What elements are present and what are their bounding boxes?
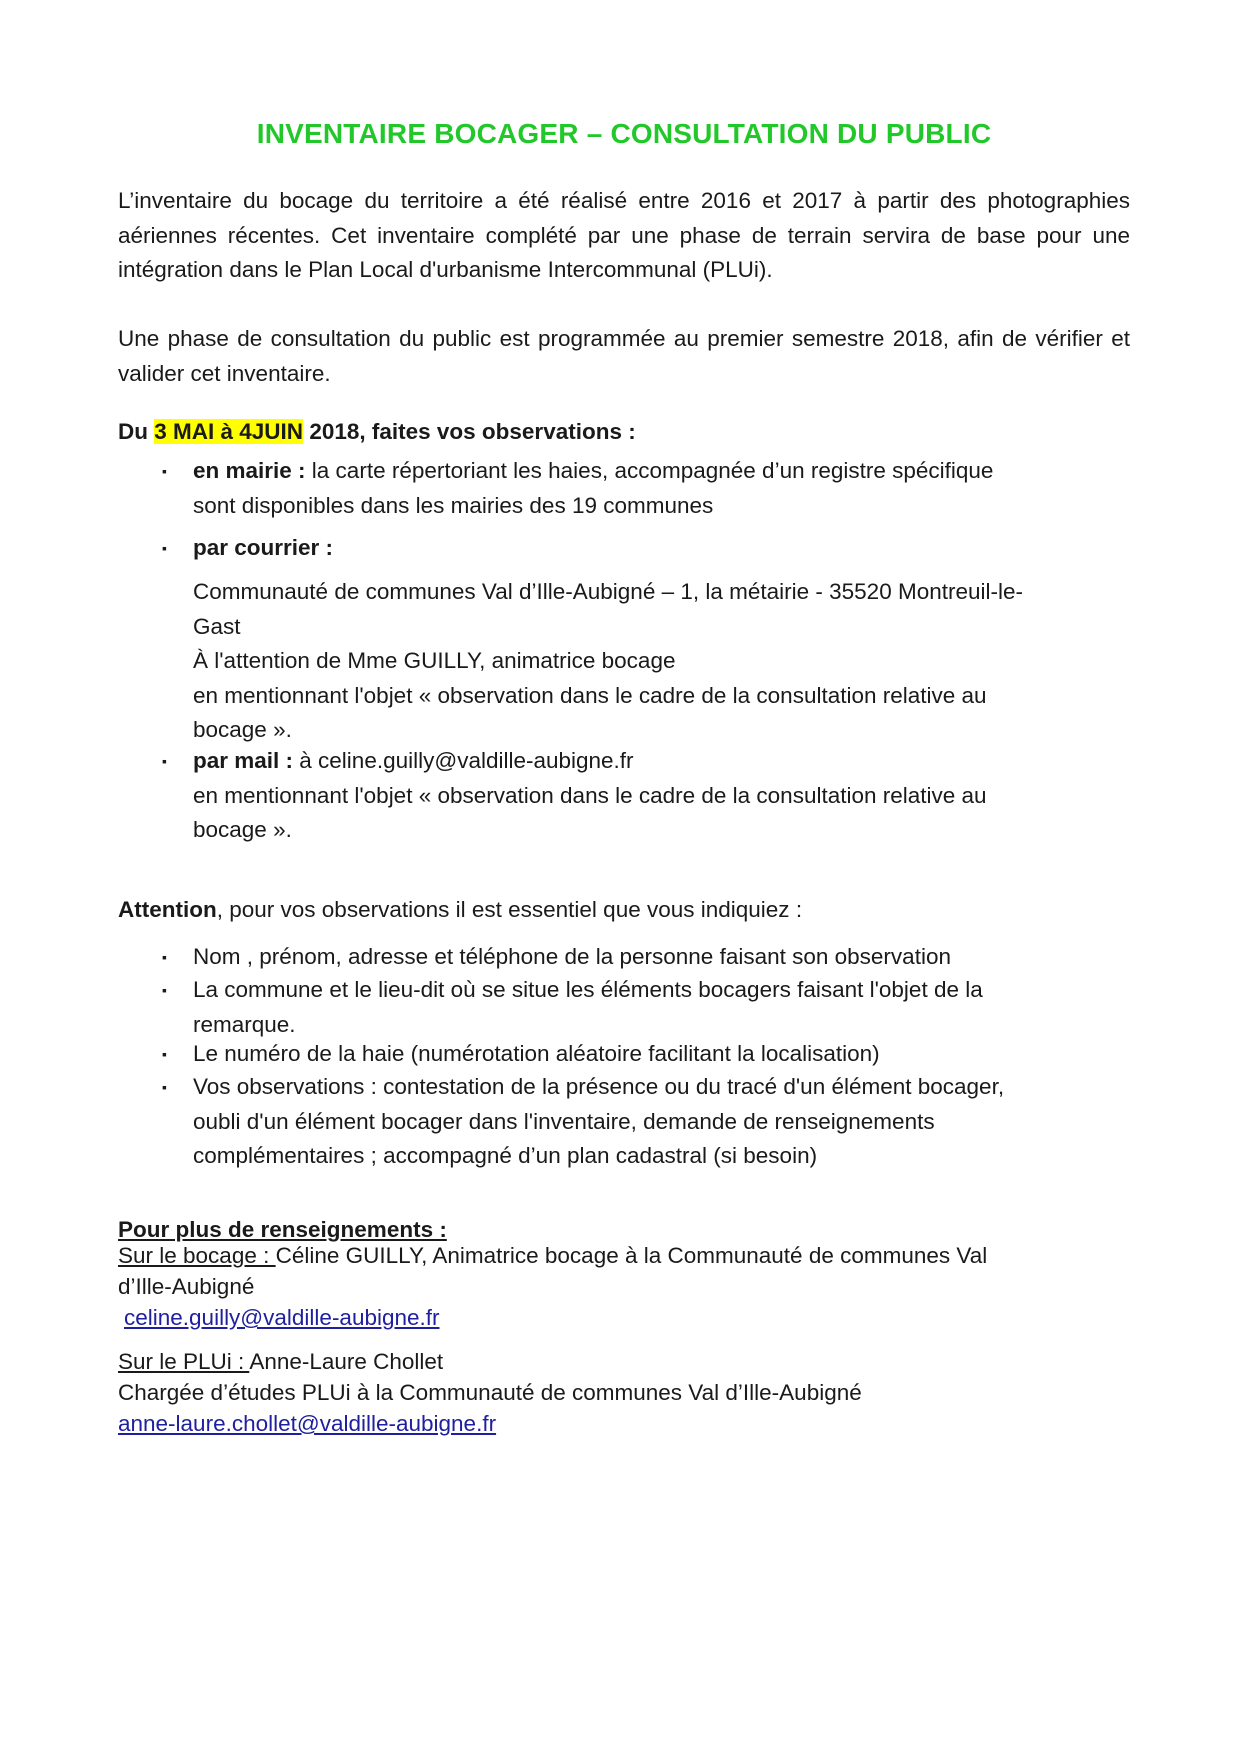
bullet-icon: ▪ (162, 1079, 167, 1095)
courrier-line3: À l'attention de Mme GUILLY, animatrice bocage (193, 648, 676, 673)
bullet-icon: ▪ (162, 982, 167, 998)
courrier-line5: bocage ». (193, 717, 292, 742)
contacts-heading: Pour plus de renseignements : (118, 1217, 447, 1242)
method-courrier-address (193, 575, 1133, 748)
bullet-icon: ▪ (162, 540, 167, 556)
contact-plui-label: Sur le PLUi : (118, 1349, 250, 1374)
method-mail-label: par mail : (193, 748, 294, 773)
courrier-line4: en mentionnant l'objet « observation dans le cadre de la consultation relative au (193, 682, 987, 708)
attention-item-line: oubli d'un élément bocager dans l'inventaire, demande de renseignements (193, 1108, 935, 1134)
method-mail-line2: en mentionnant l'objet « observation dans le cadre de la consultation relative au (193, 782, 987, 808)
plui-email-link[interactable]: anne-laure.chollet@valdille-aubigne.fr (118, 1411, 497, 1436)
contact-plui-role: Chargée d’études PLUi à la Communauté de communes Val d’Ille-Aubigné (118, 1380, 862, 1405)
period-dates: 3 MAI à 4JUIN (154, 419, 304, 444)
bullet-icon: ▪ (162, 463, 167, 479)
attention-item (193, 1070, 1133, 1174)
contact-bocage (118, 1240, 1130, 1302)
intro-paragraph-2: Une phase de consultation du public est programmée au premier semestre 2018, afin de vérifier et valider cet inventaire. (118, 326, 1130, 386)
contact-bocage-email-line (118, 1301, 1130, 1336)
method-mairie-label: en mairie : (193, 458, 306, 483)
bullet-icon: ▪ (162, 1046, 167, 1062)
intro-paragraph-1: L’inventaire du bocage du territoire a été réalisé entre 2016 et 2017 à partir des photographies aériennes récentes. Cet inventaire complété par une phase de terrain servira de base pour une intégration dans le Plan Local d'urbanisme Intercommunal (PLUi). (118, 188, 1130, 282)
page-title: INVENTAIRE BOCAGER – CONSULTATION DU PUBLIC (256, 118, 992, 149)
attention-item-line: La commune et le lieu-dit où se situe les éléments bocagers faisant l'objet de la (193, 977, 983, 1002)
attention-text: , pour vos observations il est essentiel que vous indiquiez : (216, 897, 803, 922)
attention-item-line: remarque. (193, 1011, 296, 1037)
method-courrier-label: par courrier : (193, 535, 334, 560)
attention-paragraph (118, 893, 1130, 928)
method-mairie-line2: sont disponibles dans les mairies des 19 communes (193, 492, 714, 518)
bullet-icon: ▪ (162, 753, 167, 769)
contact-plui (118, 1346, 1130, 1439)
bocage-email-link[interactable]: celine.guilly@valdille-aubigne.fr (124, 1305, 440, 1330)
method-mairie-line1: la carte répertoriant les haies, accompagnée d’un registre spécifique (305, 458, 994, 483)
period-prefix: Du (118, 419, 155, 444)
courrier-line1: Communauté de communes Val d’Ille-Aubigné – 1, la métairie - 35520 Montreuil-le- (193, 579, 1023, 604)
period-heading (118, 415, 1130, 450)
attention-item: Le numéro de la haie (numérotation aléatoire facilitant la localisation) (193, 1041, 880, 1066)
attention-item (193, 973, 1133, 1042)
method-mail-line3: bocage ». (193, 817, 292, 842)
contact-bocage-text: Céline GUILLY, Animatrice bocage à la Communauté de communes Val (275, 1243, 988, 1268)
contact-bocage-label: Sur le bocage : (118, 1243, 276, 1268)
method-mairie (193, 454, 1133, 523)
bullet-icon: ▪ (162, 949, 167, 965)
contact-plui-text: Anne-Laure Chollet (249, 1349, 444, 1374)
method-mail (193, 744, 1133, 848)
method-mail-line1: à celine.guilly@valdille-aubigne.fr (293, 748, 634, 773)
courrier-line2: Gast (193, 613, 241, 639)
period-suffix: 2018, faites vos observations : (303, 419, 636, 444)
attention-item-line: complémentaires ; accompagné d’un plan cadastral (si besoin) (193, 1143, 818, 1168)
attention-item-line: Vos observations : contestation de la présence ou du tracé d'un élément bocager, (193, 1074, 1005, 1099)
contact-bocage-text2: d’Ille-Aubigné (118, 1274, 255, 1299)
attention-label: Attention (118, 897, 217, 922)
attention-item: Nom , prénom, adresse et téléphone de la personne faisant son observation (193, 944, 951, 969)
